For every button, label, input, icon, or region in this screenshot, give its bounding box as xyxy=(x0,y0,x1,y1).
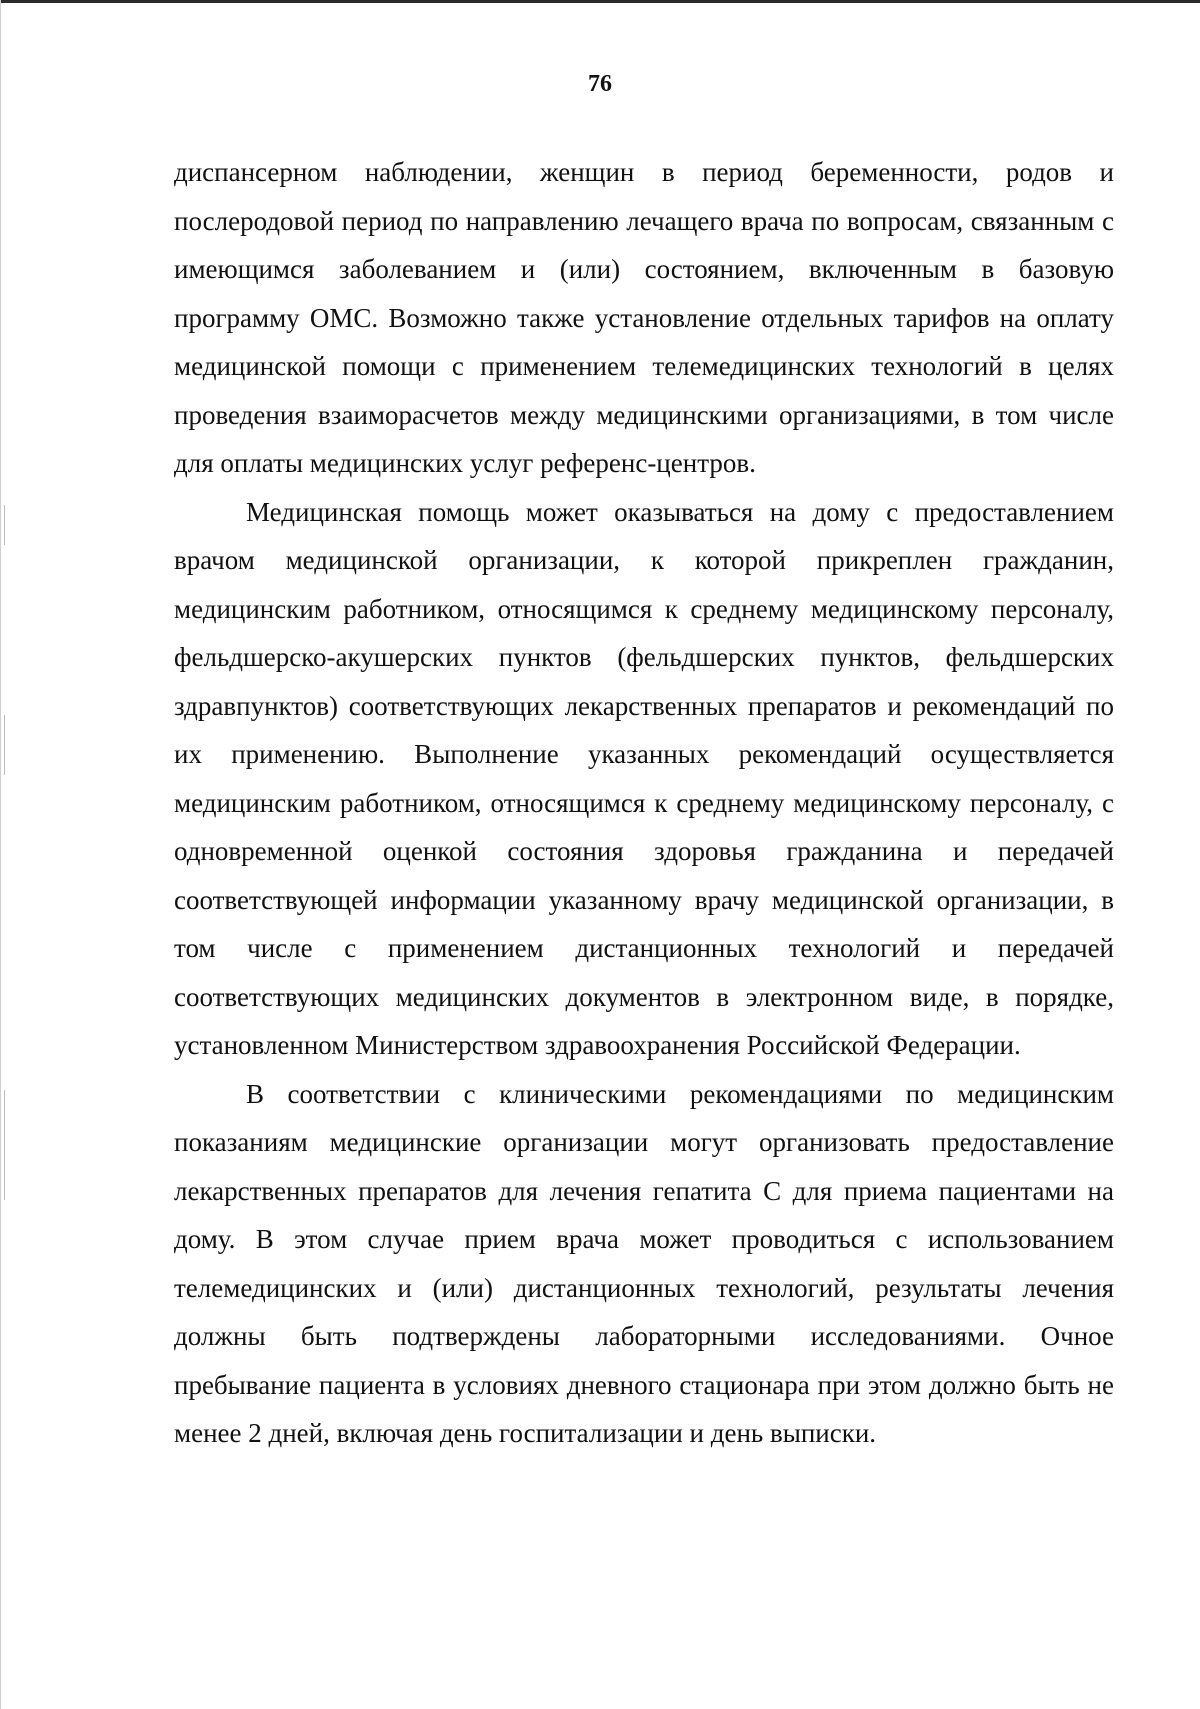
page-number: 76 xyxy=(588,71,612,97)
paragraph-hepatitis-c: В соответствии с клиническими рекомендациями по медицинским показаниям медицинские организации могут организовать предоставление лекарственных препаратов для лечения гепатита С для приема пациентами на дому. В этом случае прием врача может проводиться с использованием телемедицинских и (или) дистанционных технологий, результаты лечения должны быть подтверждены лабораторными исследованиями. Очное пребывание пациента в условиях дневного стационара при этом должно быть не менее 2 дней, включая день госпитализации и день выписки. xyxy=(174,1078,1114,1448)
paragraph-continuation: диспансерном наблюдении, женщин в период беременности, родов и послеродовой период по направлению лечащего врача по вопросам, связанным с имеющимся заболеванием и (или) состоянием, включенным в базовую программу ОМС. Возможно также установление отдельных тарифов на оплату медицинской помощи с применением телемедицинских технологий в целях проведения взаиморасчетов между медицинскими организациями, в том числе для оплаты медицинских услуг референс-центров. xyxy=(174,157,1114,478)
paragraph-home-care: Медицинская помощь может оказываться на дому с предоставлением врачом медицинской организации, к которой прикреплен гражданин, медицинским работником, относящимся к среднему медицинскому персоналу, фельдшерско-акушерских пунктов (фельдшерских пунктов, фельдшерских здравпунктов) соответствующих лекарственных препаратов и рекомендаций по их применению. Выполнение указанных рекомендаций осуществляется медицинским работником, относящимся к среднему медицинскому персоналу, с одновременной оценкой состояния здоровья гражданина и передачей соответствующей информации указанному врачу медицинской организации, в том числе с применением дистанционных технологий и передачей соответствующих медицинских документов в электронном виде, в порядке, установленном Министерством здравоохранения Российской Федерации. xyxy=(174,496,1114,1060)
scan-top-border xyxy=(0,0,1200,3)
document-body xyxy=(174,148,1114,1458)
scan-left-edge xyxy=(0,0,1,1709)
scan-left-mark xyxy=(4,715,5,775)
scan-left-mark xyxy=(4,1090,5,1200)
scan-left-mark xyxy=(4,505,5,545)
